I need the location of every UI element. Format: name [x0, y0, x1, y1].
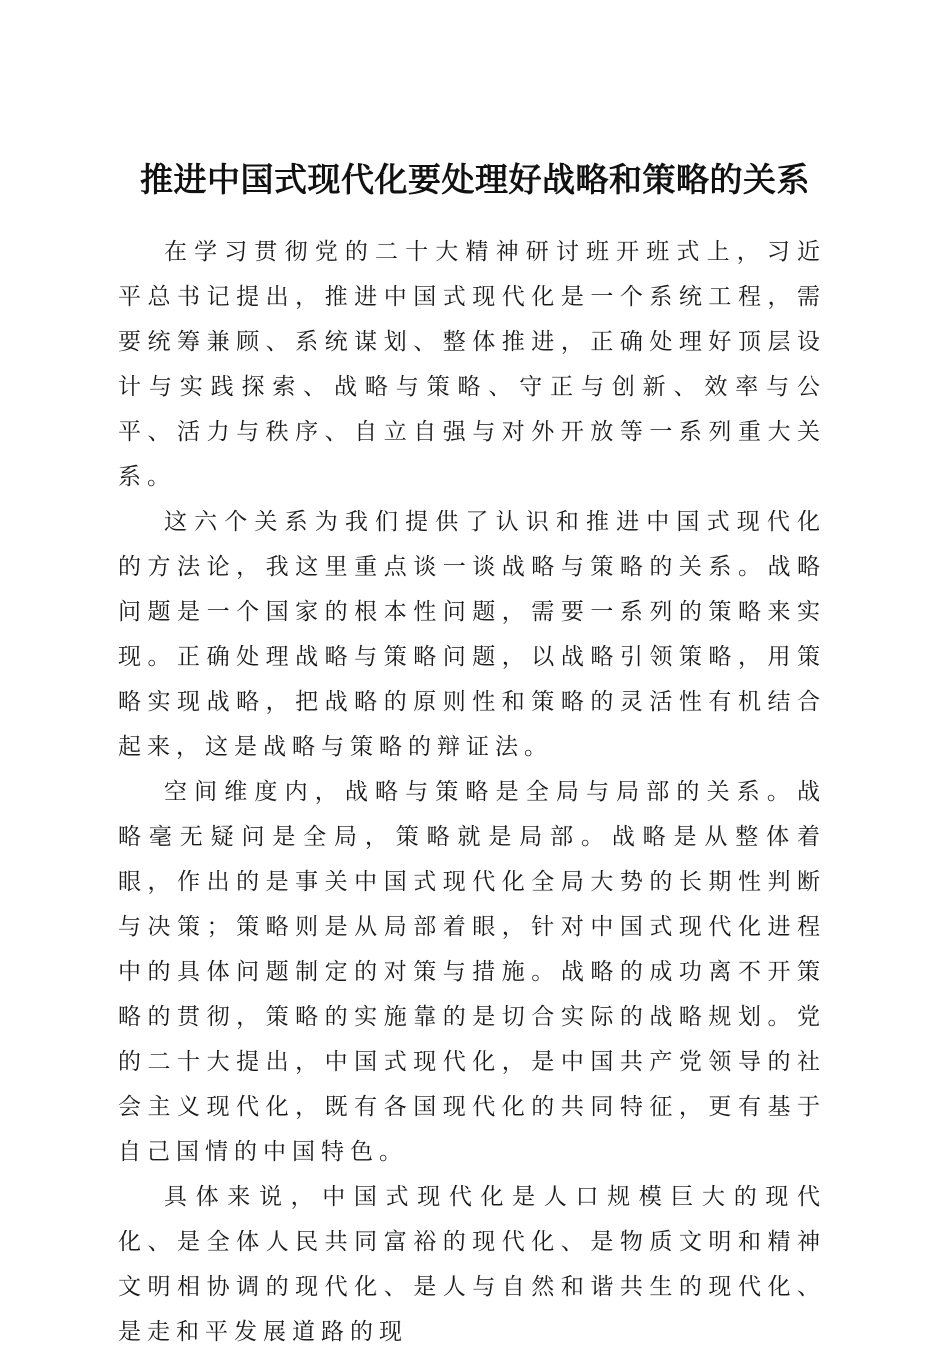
- document-title: 推进中国式现代化要处理好战略和策略的关系: [140, 160, 810, 200]
- paragraph-2: 这六个关系为我们提供了认识和推进中国式现代化的方法论，我这里重点谈一谈战略与策略的关系。战略问题是一个国家的根本性问题，需要一系列的策略来实现。正确处理战略与策略问题，以战略引领策略，用策略实现战略，把战略的原则性和策略的灵活性有机结合起来，这是战略与策略的辩证法。: [118, 509, 826, 760]
- document-body: [118, 230, 826, 1355]
- paragraph-3: 空间维度内，战略与策略是全局与局部的关系。战略毫无疑问是全局，策略就是局部。战略是从整体着眼，作出的是事关中国式现代化全局大势的长期性判断与决策；策略则是从局部着眼，针对中国式现代化进程中的具体问题制定的对策与措施。战略的成功离不开策略的贯彻，策略的实施靠的是切合实际的战略规划。党的二十大提出，中国式现代化，是中国共产党领导的社会主义现代化，既有各国现代化的共同特征，更有基于自己国情的中国特色。: [118, 779, 826, 1165]
- paragraph-1: 在学习贯彻党的二十大精神研讨班开班式上，习近平总书记提出，推进中国式现代化是一个系统工程，需要统筹兼顾、系统谋划、整体推进，正确处理好顶层设计与实践探索、战略与策略、守正与创新、效率与公平、活力与秩序、自立自强与对外开放等一系列重大关系。: [118, 239, 826, 490]
- paragraph-4: 具体来说，中国式现代化是人口规模巨大的现代化、是全体人民共同富裕的现代化、是物质文明和精神文明相协调的现代化、是人与自然和谐共生的现代化、是走和平发展道路的现: [118, 1184, 826, 1345]
